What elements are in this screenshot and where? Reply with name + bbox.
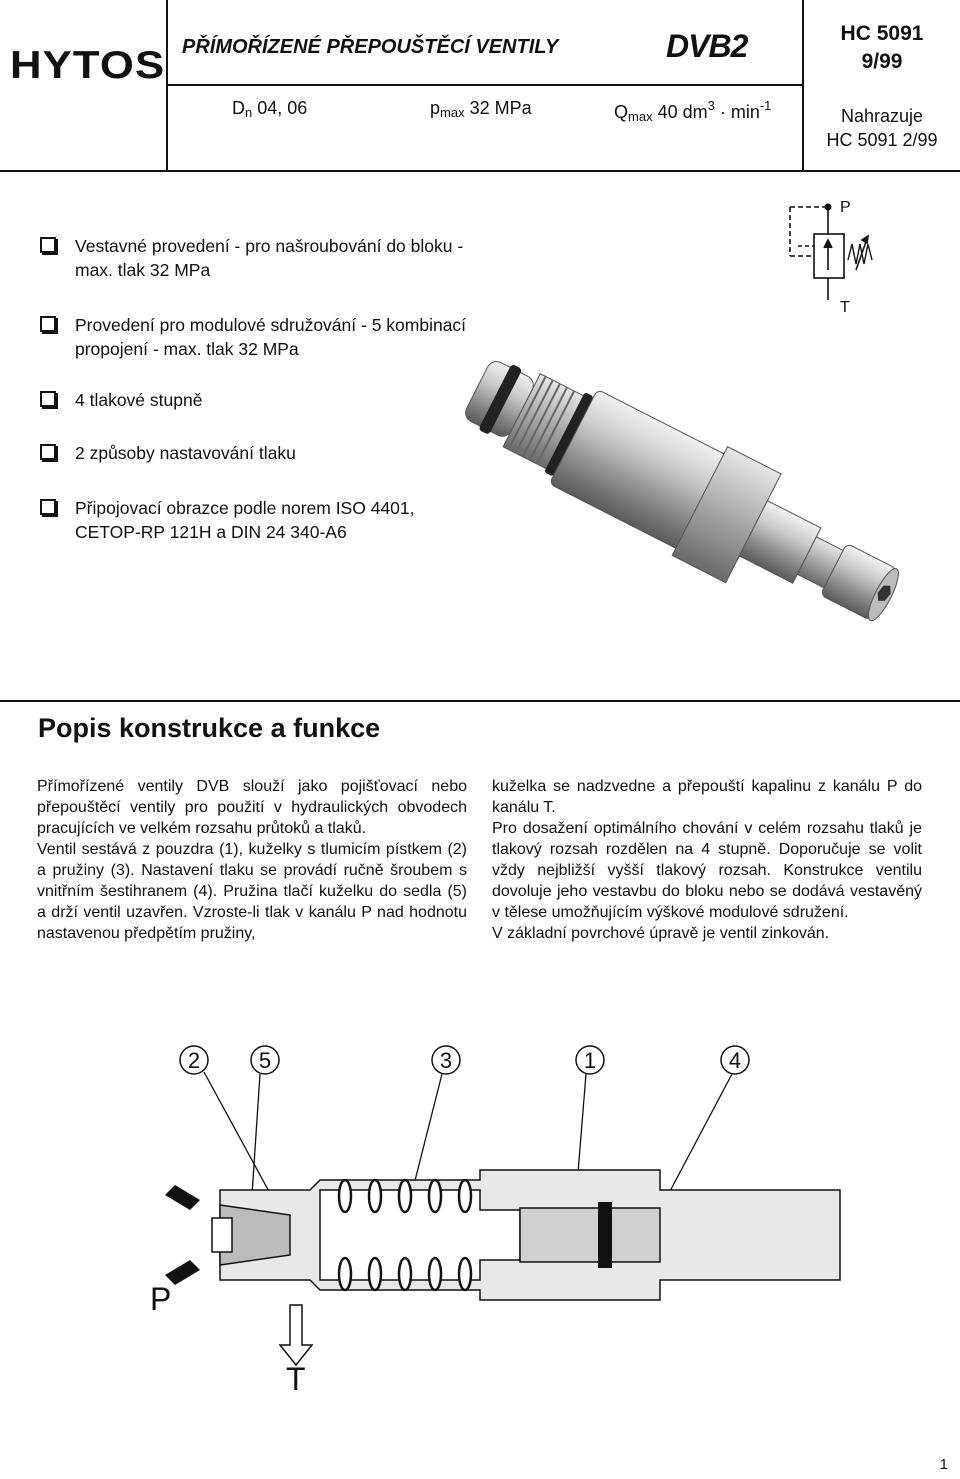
- hytos-logo: HYTOS: [10, 44, 166, 87]
- description-left-column: [37, 776, 467, 944]
- document-header: [0, 0, 960, 170]
- description-right-column: [492, 776, 922, 944]
- max-flow-param: $Q_{max}$ 40 $dm^3 \cdot \min^{-1}$: [614, 98, 772, 124]
- product-photo: [428, 350, 938, 650]
- checkbox-icon: [40, 316, 56, 332]
- callout-5: 5: [258, 1048, 272, 1073]
- replaces-value: HC 5091 2/99: [826, 130, 938, 150]
- paragraph: Přímořízené ventily DVB slouží jako pojišťovací nebo přepouštěcí ventily pro použití v hydraulických obvodech pracujících ve velkém rozsahu průtoků a tlaků.: [37, 778, 467, 837]
- symbol-port-p: P: [840, 199, 851, 216]
- callout-1: 1: [583, 1048, 597, 1073]
- checkbox-icon: [40, 499, 56, 515]
- replaces-label: Nahrazuje: [840, 106, 924, 126]
- parameters-row: [168, 86, 802, 170]
- drawing-port-t: T: [286, 1361, 306, 1397]
- section-title: Popis konstrukce a funkce: [38, 713, 381, 743]
- logo-cell: [0, 0, 168, 170]
- checkbox-icon: [40, 391, 56, 407]
- catalog-code-cell: [802, 0, 960, 170]
- checkbox-icon: [40, 444, 56, 460]
- page-number: 1: [939, 1456, 948, 1473]
- document-title: PŘÍMOŘÍZENÉ PŘEPOUŠTĚCÍ VENTILY: [182, 36, 559, 58]
- paragraph: Ventil sestává z pouzdra (1), kuželky s tlumicím pístkem (2) a pružiny (3). Nastavení tlaku se provádí ručně šroubem s vnitřním šestihranem (4). Pružina tlačí kuželku do sedla (5) a drží ventil uzavřen. Vzroste-li tlak v kanálu P nad hodnotu nastavenou předpětím pružiny,: [37, 841, 467, 942]
- checkbox-icon: [40, 237, 56, 253]
- product-type: DVB2: [666, 28, 748, 64]
- paragraph: V základní povrchové úpravě je ventil zinkován.: [492, 925, 830, 942]
- hydraulic-symbol: [782, 190, 902, 320]
- nominal-size-param: $D_n$ 04, 06: [232, 98, 308, 120]
- callout-2: 2: [187, 1048, 201, 1073]
- drawing-port-p: P: [150, 1281, 172, 1317]
- section-divider: [0, 700, 960, 702]
- catalog-date: 9/99: [861, 50, 903, 73]
- symbol-port-t: T: [840, 299, 850, 316]
- callout-4: 4: [728, 1048, 742, 1073]
- header-divider: [0, 170, 960, 172]
- paragraph: Pro dosažení optimálního chování v celém rozsahu tlaků je tlakový rozsah rozdělen na 4 stupně. Doporučuje se volit vždy nejbližší vyšší tlakový rozsah. Konstrukce ventilu dovoluje jeho vestavbu do bloku nebo se dodává vestavěný v tělese umožňujícím výškové modulové sdružení.: [492, 820, 922, 921]
- paragraph: kuželka se nadzvedne a přepouští kapalinu z kanálu P do kanálu T.: [492, 778, 922, 816]
- sectional-drawing: [120, 1040, 920, 1400]
- max-pressure-param: $p_{max}$ 32 MPa: [430, 98, 532, 120]
- callout-3: 3: [439, 1048, 453, 1073]
- title-cell: [168, 0, 802, 86]
- catalog-code: HC 5091: [840, 22, 924, 45]
